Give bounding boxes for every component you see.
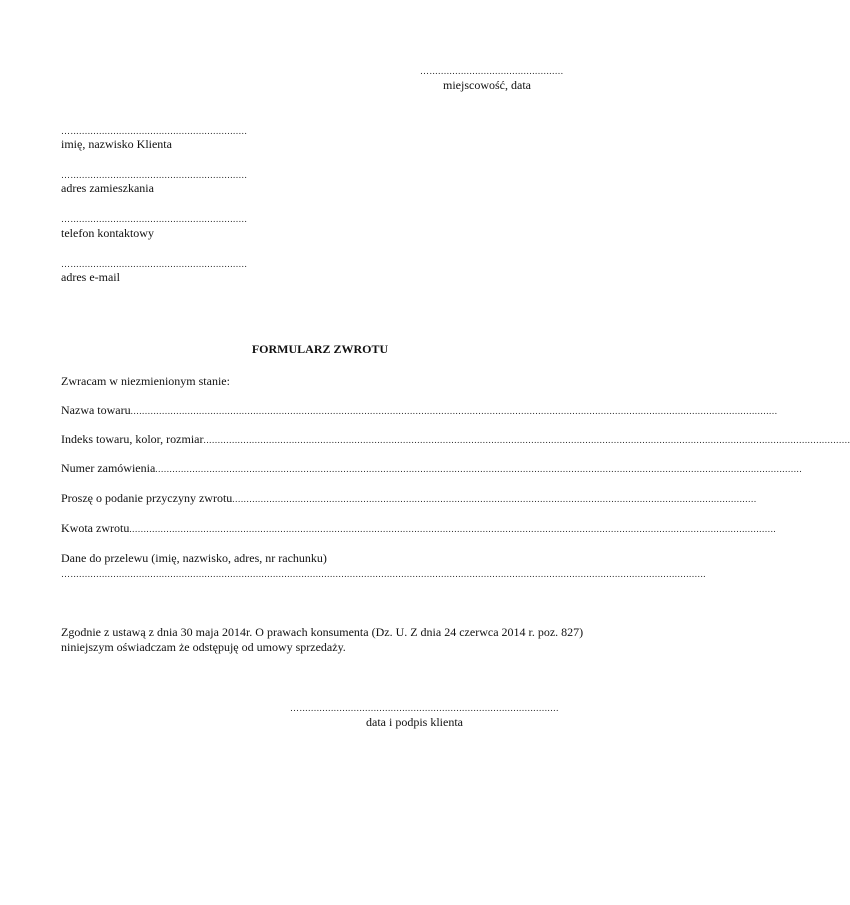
field-product-index-label: Indeks towaru, kolor, rozmiar [61, 432, 204, 446]
client-phone-dotted-line: ….............................................................. [61, 214, 248, 224]
client-name-dotted-line: ….............................................................. [61, 126, 248, 136]
field-order-number-dotted-line: ................................................................................................................................................................................................................................... [155, 464, 803, 474]
field-return-reason-label: Proszę o podanie przyczyny zwrotu [61, 491, 233, 505]
client-email-label: adres e-mail [61, 270, 120, 284]
field-refund-amount [61, 521, 777, 535]
bank-details-dotted-line: …............................................................................................................................................................................................................................... [61, 569, 707, 579]
client-address-label: adres zamieszkania [61, 181, 154, 195]
form-title: FORMULARZ ZWROTU [251, 342, 389, 356]
field-refund-amount-label: Kwota zwrotu [61, 521, 130, 535]
field-product-name-dotted-line: ................................................................................................................................................................................................................................... [130, 406, 778, 416]
field-order-number [61, 461, 803, 475]
place-date-label: miejscowość, data [443, 78, 531, 92]
legal-statement: Zgodnie z ustawą z dnia 30 maja 2014r. O prawach konsumenta (Dz. U. Z dnia 24 czerwca 2014 r. poz. 827) niniejszym oświadczam że odstępuję od umowy sprzedaży. [61, 625, 584, 654]
field-product-index [61, 432, 850, 446]
client-phone-label: telefon kontaktowy [61, 226, 154, 240]
field-return-reason [61, 491, 757, 505]
client-address-dotted-line: ….............................................................. [61, 170, 248, 180]
form-intro: Zwracam w niezmienionym stanie: [61, 374, 230, 388]
client-email-dotted-line: ….............................................................. [61, 259, 248, 269]
place-date-dotted-line: …............................................... [420, 66, 564, 76]
field-order-number-label: Numer zamówienia [61, 461, 156, 475]
field-refund-amount-dotted-line: ................................................................................................................................................................................................................................... [129, 524, 777, 534]
client-name-label: imię, nazwisko Klienta [61, 137, 172, 151]
field-product-index-dotted-line: ................................................................................................................................................................................................................................... [203, 435, 850, 445]
signature-dotted-line: …........................................................................................... [290, 703, 559, 713]
bank-details-label: Dane do przelewu (imię, nazwisko, adres, nr rachunku) [61, 551, 327, 565]
field-product-name-label: Nazwa towaru [61, 403, 131, 417]
field-return-reason-dotted-line: ........................................................................................................................................................................................ [232, 494, 757, 504]
field-product-name [61, 403, 778, 417]
signature-label: data i podpis klienta [366, 715, 463, 729]
